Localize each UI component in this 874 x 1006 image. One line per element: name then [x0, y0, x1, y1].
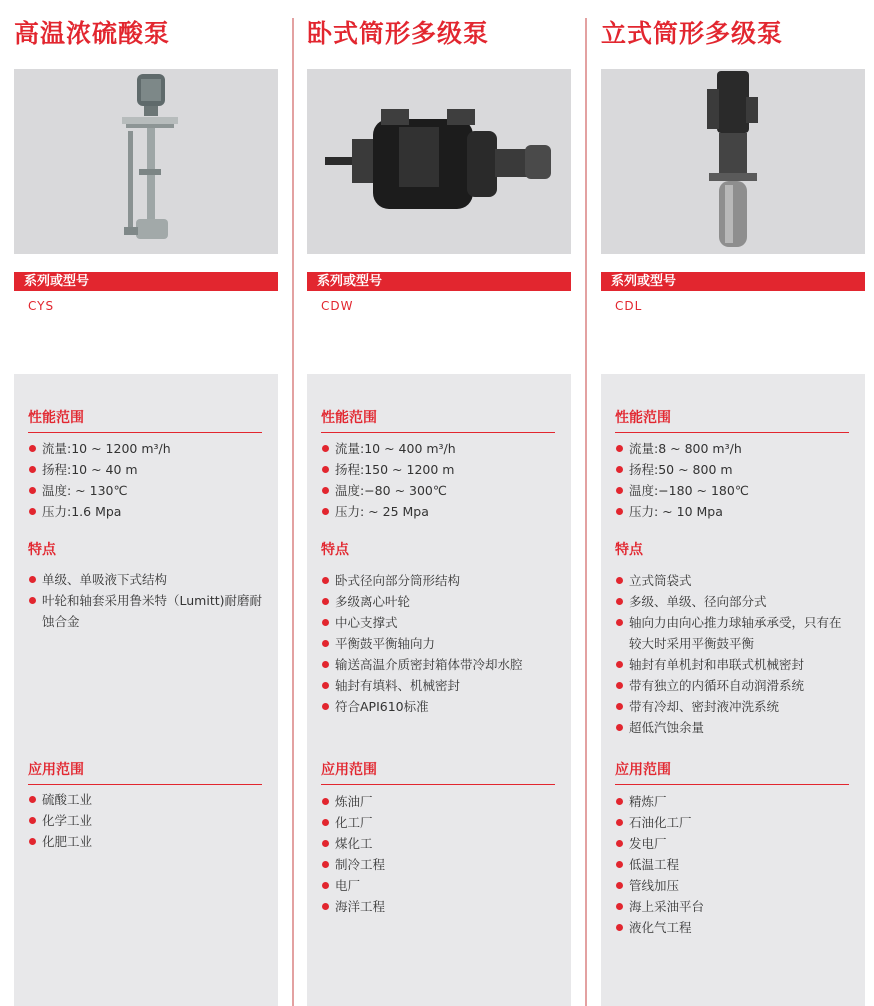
pump-illustration	[307, 69, 571, 254]
features-heading: 特点	[28, 542, 56, 558]
column-divider-2	[585, 18, 587, 1006]
performance-list	[615, 438, 851, 522]
series-label: 系列或型号	[307, 272, 571, 291]
list-item: 流量:10 ~ 400 m³/h	[321, 438, 557, 459]
list-item: 电厂	[321, 875, 557, 896]
applications-list	[615, 791, 851, 938]
list-item: 中心支撑式	[321, 612, 557, 633]
list-item: 化肥工业	[28, 831, 264, 852]
list-item: 化学工业	[28, 810, 264, 831]
list-item: 轴向力由向心推力球轴承承受，只有在较大时采用平衡鼓平衡	[615, 612, 851, 654]
list-item: 扬程:10 ~ 40 m	[28, 459, 264, 480]
series-label: 系列或型号	[14, 272, 278, 291]
performance-list	[28, 438, 264, 522]
features-list	[321, 570, 557, 717]
product-title: 高温浓硫酸泵	[14, 19, 171, 48]
list-item: 温度:−80 ~ 300℃	[321, 480, 557, 501]
list-item: 扬程:150 ~ 1200 m	[321, 459, 557, 480]
features-list	[615, 570, 851, 738]
product-photo-vertical-sump-pump	[14, 69, 278, 254]
list-item: 精炼厂	[615, 791, 851, 812]
spec-panel	[601, 374, 865, 1006]
series-value: CYS	[28, 299, 55, 313]
applications-heading: 应用范围	[615, 760, 849, 785]
applications-list	[28, 789, 264, 852]
list-item: 扬程:50 ~ 800 m	[615, 459, 851, 480]
list-item: 海上采油平台	[615, 896, 851, 917]
list-item: 压力: ~ 10 Mpa	[615, 501, 851, 522]
features-heading: 特点	[615, 542, 643, 558]
list-item: 单级、单吸液下式结构	[28, 569, 264, 590]
features-heading: 特点	[321, 542, 349, 558]
product-photo-horizontal-barrel-pump	[307, 69, 571, 254]
list-item: 低温工程	[615, 854, 851, 875]
list-item: 多级离心叶轮	[321, 591, 557, 612]
features-list	[28, 569, 264, 632]
list-item: 多级、单级、径向部分式	[615, 591, 851, 612]
list-item: 轴封有单机封和串联式机械密封	[615, 654, 851, 675]
list-item: 硫酸工业	[28, 789, 264, 810]
list-item: 压力:1.6 Mpa	[28, 501, 264, 522]
list-item: 炼油厂	[321, 791, 557, 812]
series-label: 系列或型号	[601, 272, 865, 291]
performance-list	[321, 438, 557, 522]
list-item: 平衡鼓平衡轴向力	[321, 633, 557, 654]
column-divider-1	[292, 18, 294, 1006]
product-photo-vertical-barrel-pump	[601, 69, 865, 254]
list-item: 超低汽蚀余量	[615, 717, 851, 738]
list-item: 温度:−180 ~ 180℃	[615, 480, 851, 501]
list-item: 卧式径向部分筒形结构	[321, 570, 557, 591]
spec-panel	[14, 374, 278, 1006]
list-item: 轴封有填料、机械密封	[321, 675, 557, 696]
product-title: 卧式筒形多级泵	[307, 19, 490, 48]
list-item: 流量:10 ~ 1200 m³/h	[28, 438, 264, 459]
list-item: 发电厂	[615, 833, 851, 854]
applications-list	[321, 791, 557, 917]
list-item: 煤化工	[321, 833, 557, 854]
series-value: CDL	[615, 299, 643, 313]
list-item: 海洋工程	[321, 896, 557, 917]
list-item: 带有冷却、密封液冲洗系统	[615, 696, 851, 717]
applications-heading: 应用范围	[321, 760, 555, 785]
pump-illustration	[14, 69, 278, 254]
list-item: 液化气工程	[615, 917, 851, 938]
list-item: 符合API610标准	[321, 696, 557, 717]
performance-heading: 性能范围	[321, 408, 555, 433]
series-value: CDW	[321, 299, 354, 313]
pump-illustration	[601, 69, 865, 254]
performance-heading: 性能范围	[615, 408, 849, 433]
list-item: 立式筒袋式	[615, 570, 851, 591]
list-item: 温度: ~ 130℃	[28, 480, 264, 501]
list-item: 流量:8 ~ 800 m³/h	[615, 438, 851, 459]
list-item: 叶轮和轴套采用鲁米特（Lumitt)耐磨耐蚀合金	[28, 590, 264, 632]
list-item: 制冷工程	[321, 854, 557, 875]
list-item: 化工厂	[321, 812, 557, 833]
list-item: 输送高温介质密封箱体带冷却水腔	[321, 654, 557, 675]
list-item: 压力: ~ 25 Mpa	[321, 501, 557, 522]
list-item: 管线加压	[615, 875, 851, 896]
spec-panel	[307, 374, 571, 1006]
performance-heading: 性能范围	[28, 408, 262, 433]
applications-heading: 应用范围	[28, 760, 262, 785]
list-item: 带有独立的内循环自动润滑系统	[615, 675, 851, 696]
list-item: 石油化工厂	[615, 812, 851, 833]
product-title: 立式筒形多级泵	[601, 19, 784, 48]
